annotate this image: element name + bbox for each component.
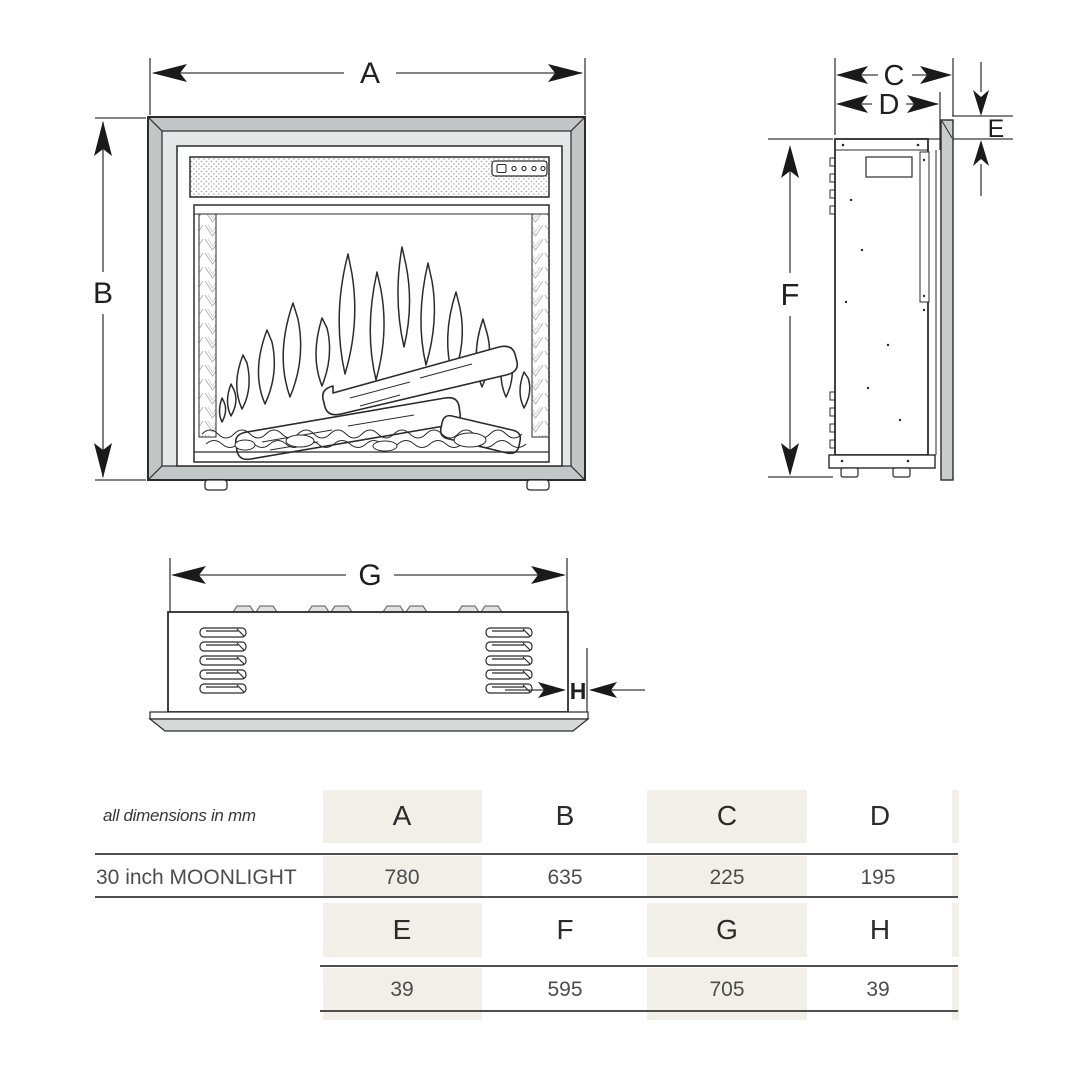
dim-label-d: D (878, 89, 900, 121)
value-d: 195 (860, 866, 896, 889)
row-label: 30 inch MOONLIGHT (96, 866, 297, 889)
value-h: 39 (866, 978, 890, 1001)
highlight-block (952, 790, 959, 843)
dim-label-g: G (358, 559, 382, 592)
dim-label-f: F (780, 277, 800, 312)
value-e: 39 (390, 978, 414, 1001)
value-c: 225 (709, 866, 745, 889)
col-header-g: G (716, 914, 738, 945)
col-header-b: B (555, 800, 575, 831)
dim-label-h: H (569, 678, 587, 704)
highlight-block (952, 856, 959, 896)
col-header-d: D (869, 800, 891, 831)
table-rule (95, 896, 958, 898)
col-header-e: E (392, 914, 412, 945)
table-rule (320, 1010, 958, 1012)
col-header-a: A (392, 800, 412, 831)
value-b: 635 (547, 866, 583, 889)
dim-label-b: B (92, 277, 114, 310)
col-header-c: C (716, 800, 738, 831)
highlight-block (952, 968, 959, 1020)
value-g: 705 (709, 978, 745, 1001)
units-note: all dimensions in mm (103, 806, 256, 825)
dim-label-a: A (359, 57, 381, 90)
value-a: 780 (384, 866, 420, 889)
col-header-f: F (556, 914, 574, 945)
table-rule (95, 853, 958, 855)
dim-label-e: E (987, 115, 1005, 143)
table-rule (320, 965, 958, 967)
dim-label-c: C (883, 60, 905, 92)
col-header-h: H (869, 914, 891, 945)
value-f: 595 (547, 978, 583, 1001)
highlight-block (952, 903, 959, 957)
